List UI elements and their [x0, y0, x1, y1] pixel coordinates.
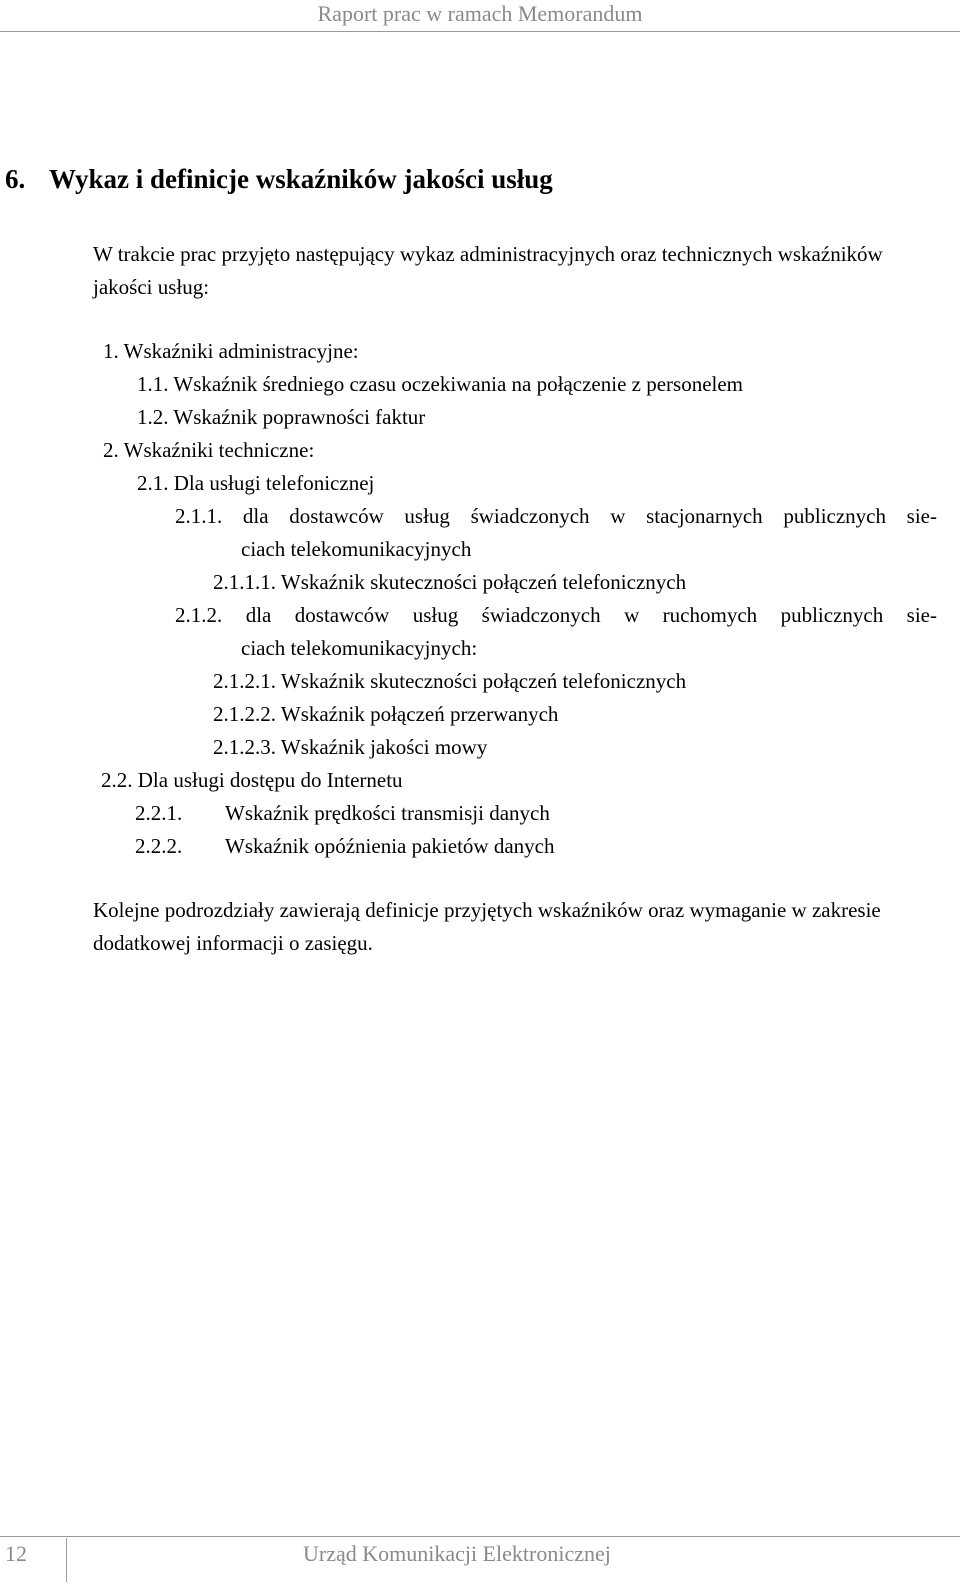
footer-title: Urząd Komunikacji Elektronicznej	[303, 1541, 611, 1566]
list-item: 2.1.2.2. Wskaźnik połączeń przerwanych	[213, 702, 559, 726]
list-item-text: Wskaźnik prędkości transmisji danych	[225, 801, 550, 825]
list-item-number: 2.2.2.	[135, 834, 183, 858]
section-heading	[5, 164, 553, 195]
footer-divider	[0, 1536, 960, 1537]
list-item-continuation: ciach telekomunikacyjnych	[241, 537, 472, 561]
list-item-text: Wskaźnik opóźnienia pakietów danych	[225, 834, 555, 858]
list-item: 2.1. Dla usługi telefonicznej	[137, 471, 375, 495]
list-item: 2.1.1. dla dostawców usług świadczonych w stacjonarnych publicznych sie-	[175, 504, 937, 528]
list-item: 2. Wskaźniki techniczne:	[103, 438, 315, 462]
list-item: 1. Wskaźniki administracyjne:	[103, 339, 359, 363]
list-item-continuation: ciach telekomunikacyjnych:	[241, 636, 478, 660]
list-item: 2.1.1.1. Wskaźnik skuteczności połączeń telefonicznych	[213, 570, 687, 594]
header-title: Raport prac w ramach Memorandum	[317, 1, 643, 26]
list-item: 2.1.2.1. Wskaźnik skuteczności połączeń telefonicznych	[213, 669, 687, 693]
list-item: 2.1.2. dla dostawców usług świadczonych w ruchomych publicznych sie-	[175, 603, 937, 627]
page-footer	[0, 1536, 960, 1589]
list-item	[135, 830, 554, 863]
intro-paragraph: W trakcie prac przyjęto następujący wykaz administracyjnych oraz technicznych wskaźników jakości usług:	[93, 242, 883, 299]
outro-paragraph: Kolejne podrozdziały zawierają definicje przyjętych wskaźników oraz wymaganie w zakresie dodatkowej informacji o zasięgu.	[93, 898, 881, 955]
list-item: 1.1. Wskaźnik średniego czasu oczekiwania na połączenie z personelem	[137, 372, 744, 396]
header-divider	[0, 31, 960, 32]
page-header	[0, 0, 960, 34]
section-number: 6.	[5, 164, 26, 194]
page-number: 12	[5, 1541, 27, 1566]
list-item	[135, 797, 550, 830]
section-title: Wykaz i definicje wskaźników jakości usług	[49, 164, 553, 194]
footer-separator	[66, 1538, 67, 1582]
list-item-number: 2.2.1.	[135, 801, 183, 825]
list-item: 1.2. Wskaźnik poprawności faktur	[137, 405, 426, 429]
list-item: 2.2. Dla usługi dostępu do Internetu	[101, 768, 403, 792]
list-item: 2.1.2.3. Wskaźnik jakości mowy	[213, 735, 488, 759]
